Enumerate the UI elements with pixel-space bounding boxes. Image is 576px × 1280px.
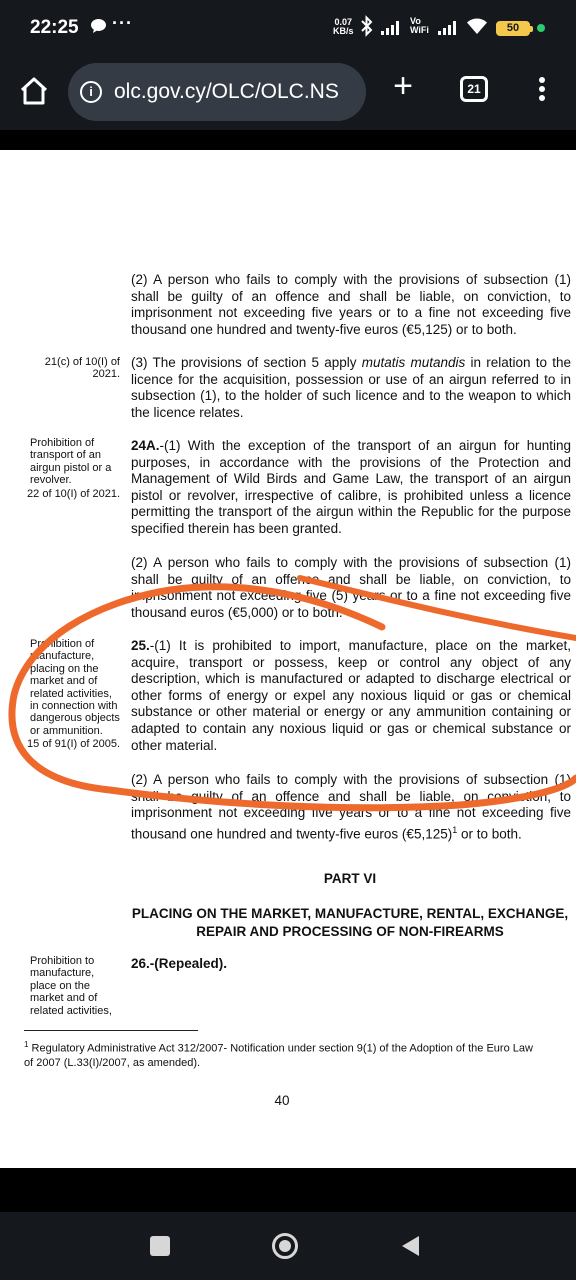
url-text[interactable]: olc.gov.cy/OLC/OLC.NS: [114, 80, 339, 103]
margin-note-amendment: 21(c) of 10(I) of 2021.: [44, 356, 120, 381]
document-page: [0, 150, 576, 1168]
footnote: $^1$ Regulatory Administrative Act 312/2007- Notification under section 9(1) of the Adoption of the Euro Law of 2007 (L.33(I)/2007, as amended).: [24, 1040, 533, 1069]
network-speed: 0.07 KB/s: [333, 17, 354, 36]
vowifi-indicator: Vo WiFi: [410, 16, 429, 35]
bluetooth-icon: [360, 15, 374, 37]
paragraph-subsection-3: (3) The provisions of section 5 apply mutatis mutandis in relation to the licence for the acquisition, possession or use of an airgun referred to in subsection (1), to the holder of such licence and to the weapon to which the licence relates.: [131, 355, 571, 420]
wifi-icon: [466, 17, 488, 35]
new-tab-button[interactable]: +: [393, 67, 413, 105]
tabs-icon[interactable]: 21: [460, 76, 488, 102]
back-triangle-icon[interactable]: [402, 1236, 419, 1256]
section-25: 25.-(1) It is prohibited to import, manufacture, place on the market, acquire, transport or possess, keep or control any object of any description, which is manufactured or adapted to discharge electrical or other forms of energy or expel any noxious liquid or gas or chemical substance or other material or energy or any ammunition containing or adapted to contain any noxious liquid or gas or chemical substance or other material.: [131, 638, 571, 753]
page-number: 40: [274, 1093, 290, 1108]
recent-apps-icon[interactable]: [150, 1236, 170, 1256]
status-bar: [0, 0, 576, 56]
privacy-indicator-dot: [537, 24, 545, 32]
margin-note-section-title: Prohibition of manufacture, placing on the market and of related activities, in connection with dangerous objects or ammunition.: [30, 638, 120, 737]
section-24a: 24A.-(1) With the exception of the transport of an airgun for hunting purposes, in accordance with the provisions of the Protection and Management of Wild Birds and Game Law, the transport of an airgun pistol or revolver, irrespective of calibre, is prohibited unless a licence permitting the transport of the airgun within the Republic for the purpose specified therein has been granted.: [131, 438, 571, 536]
signal-icon-2: [438, 21, 460, 35]
margin-note-amendment: 22 of 10(I) of 2021.: [27, 488, 120, 500]
battery-icon: 50: [496, 21, 530, 36]
chat-bubble-icon: [90, 18, 107, 34]
section-heading: PLACING ON THE MARKET, MANUFACTURE, RENTAL, EXCHANGE, REPAIR AND PROCESSING OF NON-FIREARMS: [131, 906, 569, 939]
home-icon[interactable]: [18, 75, 50, 107]
signal-icon: [381, 21, 403, 35]
clock: 22:25: [30, 17, 79, 38]
section-26: 26.-(Repealed).: [131, 956, 228, 971]
more-notifications-icon: ···: [112, 13, 133, 33]
info-icon[interactable]: i: [80, 81, 102, 103]
section-24a-subsection-2: (2) A person who fails to comply with the provisions of subsection (1) shall be guilty of an offence and shall be liable, on conviction, to imprisonment not exceeding five (5) years or to a fine not exceeding five thousand euros (€5,000) or to both.: [131, 555, 571, 620]
page-gap: [0, 1168, 576, 1196]
home-circle-icon[interactable]: [272, 1233, 298, 1259]
margin-note-amendment: 15 of 91(I) of 2005.: [27, 738, 120, 750]
address-bar[interactable]: [68, 63, 366, 121]
footnote-divider: [24, 1030, 198, 1031]
kebab-menu-icon[interactable]: [532, 75, 552, 105]
paragraph-subsection-2: (2) A person who fails to comply with the provisions of subsection (1) shall be guilty of an offence and shall be liable, on conviction, to imprisonment not exceeding five years or to a fine not exceeding five thousand one hundred and twenty-five euros (€5,125) or to both.: [131, 272, 571, 337]
margin-note-section-title: Prohibition of transport of an airgun pistol or a revolver.: [30, 437, 112, 487]
system-navigation-bar: [0, 1212, 576, 1280]
part-heading: PART VI: [323, 871, 377, 886]
section-25-subsection-2: (2) A person who fails to comply with the provisions of subsection (1) shall be guilty of an offence and shall be liable, on conviction, to imprisonment not exceeding five years or to a fine not exceeding five thousand one hundred and twenty-five euros (€5,125)$^1$ or to both.: [131, 772, 571, 842]
margin-note-section-title: Prohibition to manufacture, place on the market and of related activities,: [30, 955, 112, 1017]
browser-toolbar: [0, 56, 576, 130]
